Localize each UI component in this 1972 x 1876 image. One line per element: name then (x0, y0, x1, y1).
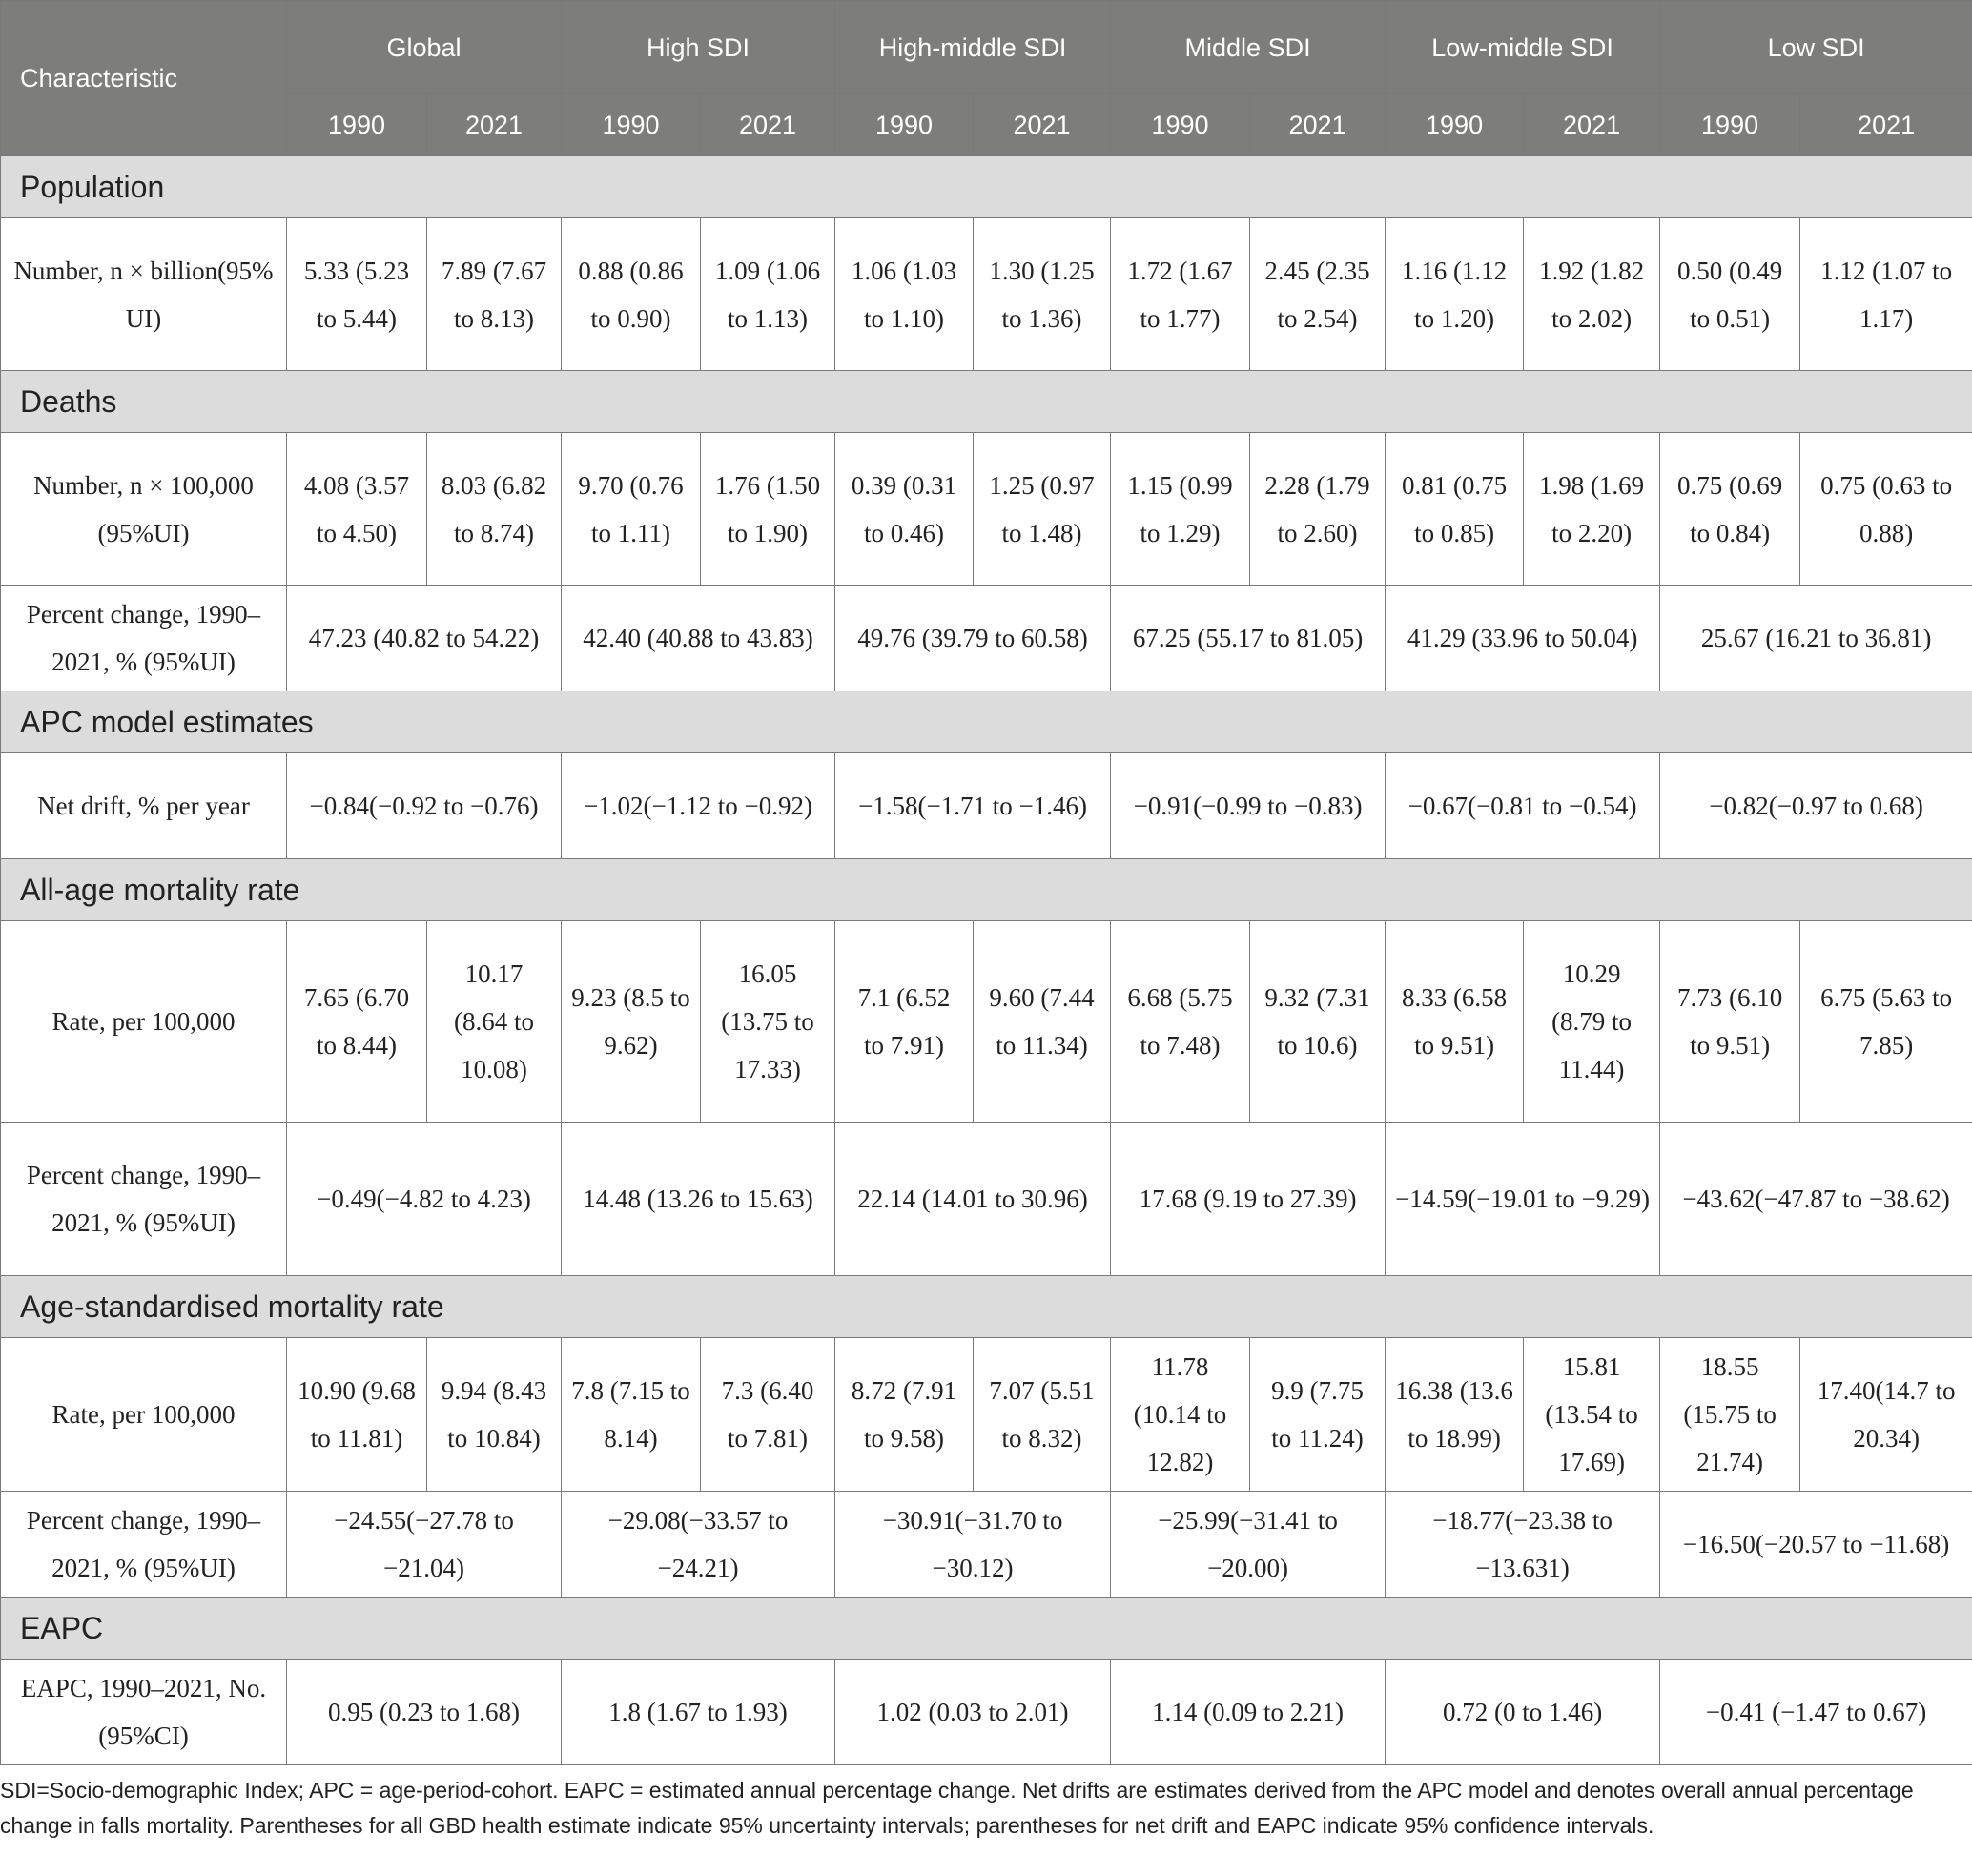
section-row-all-age (1, 859, 1972, 921)
section-row-eapc (1, 1598, 1972, 1660)
table-cell: −14.59(−19.01 to −9.29) (1386, 1123, 1660, 1276)
section-title: Deaths (1, 371, 1972, 433)
table-cell: −0.82(−0.97 to 0.68) (1660, 753, 1972, 859)
table-cell: −30.91(−31.70 to −30.12) (835, 1492, 1111, 1598)
section-title: Population (1, 156, 1972, 218)
table-cell: 1.8 (1.67 to 1.93) (562, 1660, 835, 1765)
table-cell: 10.90 (9.68 to 11.81) (287, 1338, 427, 1492)
row-label: Net drift, % per year (1, 753, 287, 859)
section-title: APC model estimates (1, 691, 1972, 753)
table-cell: 49.76 (39.79 to 60.58) (835, 586, 1111, 691)
section-title: EAPC (1, 1598, 1972, 1660)
table-cell: 6.75 (5.63 to 7.85) (1800, 921, 1972, 1123)
table-cell: −29.08(−33.57 to −24.21) (562, 1492, 835, 1598)
year-header: 1990 (1660, 94, 1800, 156)
characteristic-header: Characteristic (1, 1, 287, 156)
year-header: 2021 (1524, 94, 1660, 156)
year-header: 1990 (835, 94, 974, 156)
row-label: Percent change, 1990–2021, % (95%UI) (1, 586, 287, 691)
year-header: 1990 (1386, 94, 1524, 156)
table-cell: −1.02(−1.12 to −0.92) (562, 753, 835, 859)
table-cell: 17.68 (9.19 to 27.39) (1111, 1123, 1386, 1276)
table-row (1, 433, 1972, 586)
section-title: Age-standardised mortality rate (1, 1276, 1972, 1338)
row-label: Number, n × 100,000 (95%UI) (1, 433, 287, 586)
table-cell: 7.1 (6.52 to 7.91) (835, 921, 974, 1123)
row-label: Percent change, 1990–2021, % (95%UI) (1, 1492, 287, 1598)
row-label: Number, n × billion(95% UI) (1, 218, 287, 371)
table-cell: 15.81 (13.54 to 17.69) (1524, 1338, 1660, 1492)
group-header-high-sdi: High SDI (562, 1, 835, 94)
row-label: Rate, per 100,000 (1, 1338, 287, 1492)
table-row (1, 586, 1972, 691)
table-cell: 1.15 (0.99 to 1.29) (1111, 433, 1250, 586)
table-cell: 16.05 (13.75 to 17.33) (701, 921, 835, 1123)
table-cell: 0.75 (0.69 to 0.84) (1660, 433, 1800, 586)
group-header-high-middle-sdi: High-middle SDI (835, 1, 1111, 94)
table-cell: 1.92 (1.82 to 2.02) (1524, 218, 1660, 371)
table-cell: 1.76 (1.50 to 1.90) (701, 433, 835, 586)
table-cell: −0.41 (−1.47 to 0.67) (1660, 1660, 1972, 1765)
table-cell: 1.02 (0.03 to 2.01) (835, 1660, 1111, 1765)
row-label: Rate, per 100,000 (1, 921, 287, 1123)
table-cell: 1.98 (1.69 to 2.20) (1524, 433, 1660, 586)
table-row (1, 218, 1972, 371)
section-row-population (1, 156, 1972, 218)
group-header-global: Global (287, 1, 562, 94)
table-cell: −1.58(−1.71 to −1.46) (835, 753, 1111, 859)
table-cell: 1.25 (0.97 to 1.48) (974, 433, 1111, 586)
table-cell: 0.88 (0.86 to 0.90) (562, 218, 701, 371)
table-cell: 42.40 (40.88 to 43.83) (562, 586, 835, 691)
table-cell: 41.29 (33.96 to 50.04) (1386, 586, 1660, 691)
table-cell: 9.94 (8.43 to 10.84) (427, 1338, 562, 1492)
table-cell: 4.08 (3.57 to 4.50) (287, 433, 427, 586)
table-cell: 1.16 (1.12 to 1.20) (1386, 218, 1524, 371)
table-cell: 16.38 (13.6 to 18.99) (1386, 1338, 1524, 1492)
table-cell: 18.55 (15.75 to 21.74) (1660, 1338, 1800, 1492)
table-row (1, 753, 1972, 859)
table-cell: 7.3 (6.40 to 7.81) (701, 1338, 835, 1492)
table-cell: 8.33 (6.58 to 9.51) (1386, 921, 1524, 1123)
table-cell: 67.25 (55.17 to 81.05) (1111, 586, 1386, 691)
year-header: 2021 (1250, 94, 1386, 156)
table-cell: −18.77(−23.38 to −13.631) (1386, 1492, 1660, 1598)
year-header: 2021 (974, 94, 1111, 156)
table-row (1, 1123, 1972, 1276)
year-header: 2021 (427, 94, 562, 156)
table-cell: 1.12 (1.07 to 1.17) (1800, 218, 1972, 371)
table-cell: −0.84(−0.92 to −0.76) (287, 753, 562, 859)
year-header: 1990 (1111, 94, 1250, 156)
header-group-row (1, 1, 1972, 94)
table-cell: 1.06 (1.03 to 1.10) (835, 218, 974, 371)
table-cell: 8.72 (7.91 to 9.58) (835, 1338, 974, 1492)
table-cell: 9.9 (7.75 to 11.24) (1250, 1338, 1386, 1492)
table-cell: 0.50 (0.49 to 0.51) (1660, 218, 1800, 371)
table-cell: 7.65 (6.70 to 8.44) (287, 921, 427, 1123)
table-header (1, 1, 1972, 156)
table-cell: −24.55(−27.78 to −21.04) (287, 1492, 562, 1598)
year-header: 1990 (562, 94, 701, 156)
table-row (1, 1660, 1972, 1765)
table-cell: 2.28 (1.79 to 2.60) (1250, 433, 1386, 586)
table-cell: −0.91(−0.99 to −0.83) (1111, 753, 1386, 859)
table-cell: 22.14 (14.01 to 30.96) (835, 1123, 1111, 1276)
table-cell: −0.49(−4.82 to 4.23) (287, 1123, 562, 1276)
table-cell: 0.39 (0.31 to 0.46) (835, 433, 974, 586)
table-cell: 1.72 (1.67 to 1.77) (1111, 218, 1250, 371)
table-cell: 0.81 (0.75 to 0.85) (1386, 433, 1524, 586)
table-cell: 25.67 (16.21 to 36.81) (1660, 586, 1972, 691)
table-cell: 9.60 (7.44 to 11.34) (974, 921, 1111, 1123)
table-cell: 8.03 (6.82 to 8.74) (427, 433, 562, 586)
table-cell: 11.78 (10.14 to 12.82) (1111, 1338, 1250, 1492)
row-label: Percent change, 1990–2021, % (95%UI) (1, 1123, 287, 1276)
table-cell: 5.33 (5.23 to 5.44) (287, 218, 427, 371)
year-header: 2021 (1800, 94, 1972, 156)
table-cell: 17.40(14.7 to 20.34) (1800, 1338, 1972, 1492)
table-cell: −0.67(−0.81 to −0.54) (1386, 753, 1660, 859)
table-cell: 7.89 (7.67 to 8.13) (427, 218, 562, 371)
table-cell: 7.73 (6.10 to 9.51) (1660, 921, 1800, 1123)
table-cell: 47.23 (40.82 to 54.22) (287, 586, 562, 691)
group-header-low-sdi: Low SDI (1660, 1, 1972, 94)
table-cell: 10.29 (8.79 to 11.44) (1524, 921, 1660, 1123)
table-row (1, 921, 1972, 1123)
table-row (1, 1492, 1972, 1598)
section-row-deaths (1, 371, 1972, 433)
header-year-row (1, 94, 1972, 156)
table-row (1, 1338, 1972, 1492)
table-cell: 9.23 (8.5 to 9.62) (562, 921, 701, 1123)
table-cell: 2.45 (2.35 to 2.54) (1250, 218, 1386, 371)
year-header: 1990 (287, 94, 427, 156)
section-title: All-age mortality rate (1, 859, 1972, 921)
table-cell: 0.95 (0.23 to 1.68) (287, 1660, 562, 1765)
year-header: 2021 (701, 94, 835, 156)
table-cell: 0.72 (0 to 1.46) (1386, 1660, 1660, 1765)
table-cell: 9.70 (0.76 to 1.11) (562, 433, 701, 586)
table-cell: 7.07 (5.51 to 8.32) (974, 1338, 1111, 1492)
table-cell: 6.68 (5.75 to 7.48) (1111, 921, 1250, 1123)
table-cell: 0.75 (0.63 to 0.88) (1800, 433, 1972, 586)
table-cell: 1.30 (1.25 to 1.36) (974, 218, 1111, 371)
group-header-low-middle-sdi: Low-middle SDI (1386, 1, 1660, 94)
table-cell: 7.8 (7.15 to 8.14) (562, 1338, 701, 1492)
table-footnote: SDI=Socio-demographic Index; APC = age-period-cohort. EAPC = estimated annual percentage change. Net drifts are estimates derived from the APC model and denotes overall annual percentage change in falls mortality. Parentheses for all GBD health estimate indicate 95% uncertainty intervals; parentheses for net drift and EAPC indicate 95% confidence intervals. (0, 1778, 1914, 1838)
table-cell: 9.32 (7.31 to 10.6) (1250, 921, 1386, 1123)
section-row-age-standardised (1, 1276, 1972, 1338)
row-label: EAPC, 1990–2021, No.(95%CI) (1, 1660, 287, 1765)
table-cell: 1.09 (1.06 to 1.13) (701, 218, 835, 371)
table-cell: −16.50(−20.57 to −11.68) (1660, 1492, 1972, 1598)
table-cell: 14.48 (13.26 to 15.63) (562, 1123, 835, 1276)
section-row-apc (1, 691, 1972, 753)
table-cell: −25.99(−31.41 to −20.00) (1111, 1492, 1386, 1598)
table-cell: 1.14 (0.09 to 2.21) (1111, 1660, 1386, 1765)
table-cell: 10.17 (8.64 to 10.08) (427, 921, 562, 1123)
table-cell: −43.62(−47.87 to −38.62) (1660, 1123, 1972, 1276)
group-header-middle-sdi: Middle SDI (1111, 1, 1386, 94)
